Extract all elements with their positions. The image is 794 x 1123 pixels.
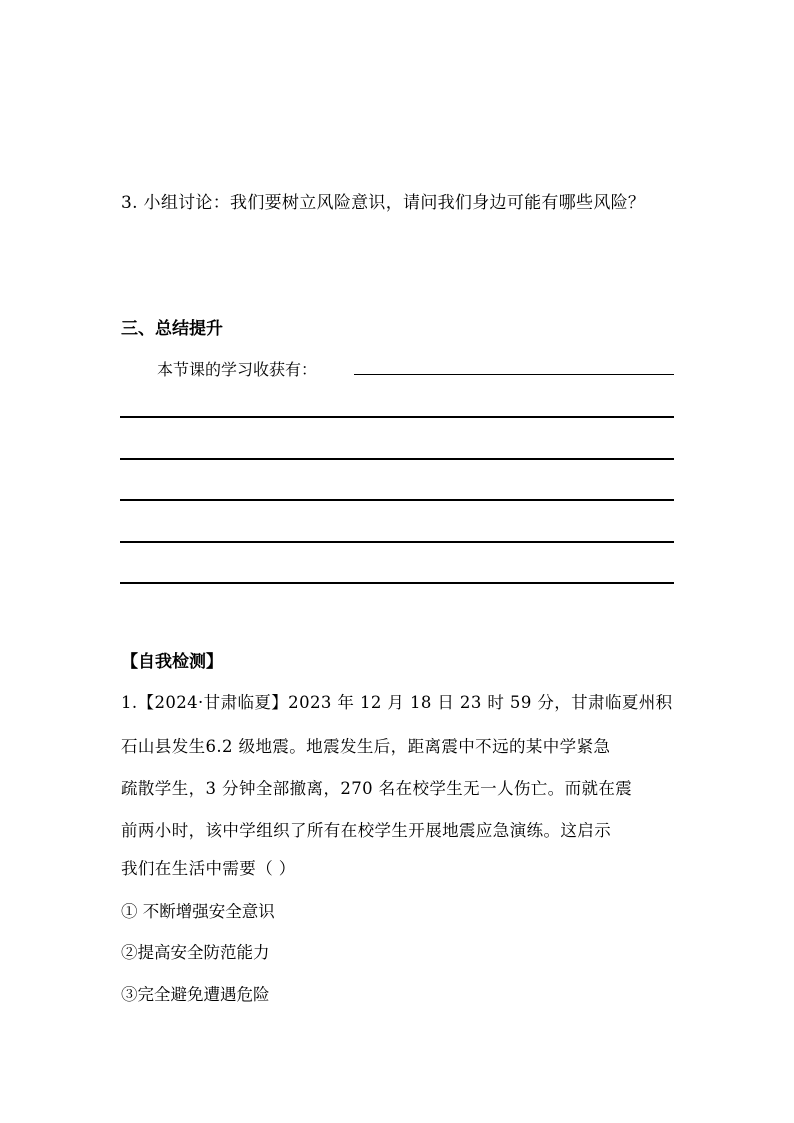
option-3: ③完全避免遭遇危险: [121, 985, 270, 1004]
answer-line-6[interactable]: [120, 582, 674, 584]
question-1-line: 1.【2024·甘肃临夏】2023 年 12 月 18 日 23 时 59 分，甘肃临夏州积: [121, 693, 673, 712]
answer-line-1[interactable]: [354, 374, 674, 375]
self-check-title: 【自我检测】: [121, 652, 223, 672]
option-2: ②提高安全防范能力: [121, 943, 270, 962]
question-1-line: 我们在生活中需要（ ）: [121, 859, 296, 878]
option-1: ① 不断增强安全意识: [121, 902, 275, 921]
question-3: 3. 小组讨论：我们要树立风险意识，请问我们身边可能有哪些风险？: [121, 193, 646, 213]
learning-gains-prompt: 本节课的学习收获有：: [157, 360, 318, 379]
answer-line-2[interactable]: [120, 416, 674, 418]
answer-line-3[interactable]: [120, 458, 674, 460]
section-heading-summary: 三、总结提升: [121, 319, 223, 339]
question-1-line: 疏散学生，3 分钟全部撤离，270 名在校学生无一人伤亡。而就在震: [121, 779, 633, 798]
answer-line-5[interactable]: [120, 541, 674, 543]
question-1-line: 石山县发生6.2 级地震。地震发生后，距离震中不远的某中学紧急: [121, 737, 611, 756]
question-1-line: 前两小时，该中学组织了所有在校学生开展地震应急演练。这启示: [121, 821, 612, 840]
answer-line-4[interactable]: [120, 499, 674, 501]
